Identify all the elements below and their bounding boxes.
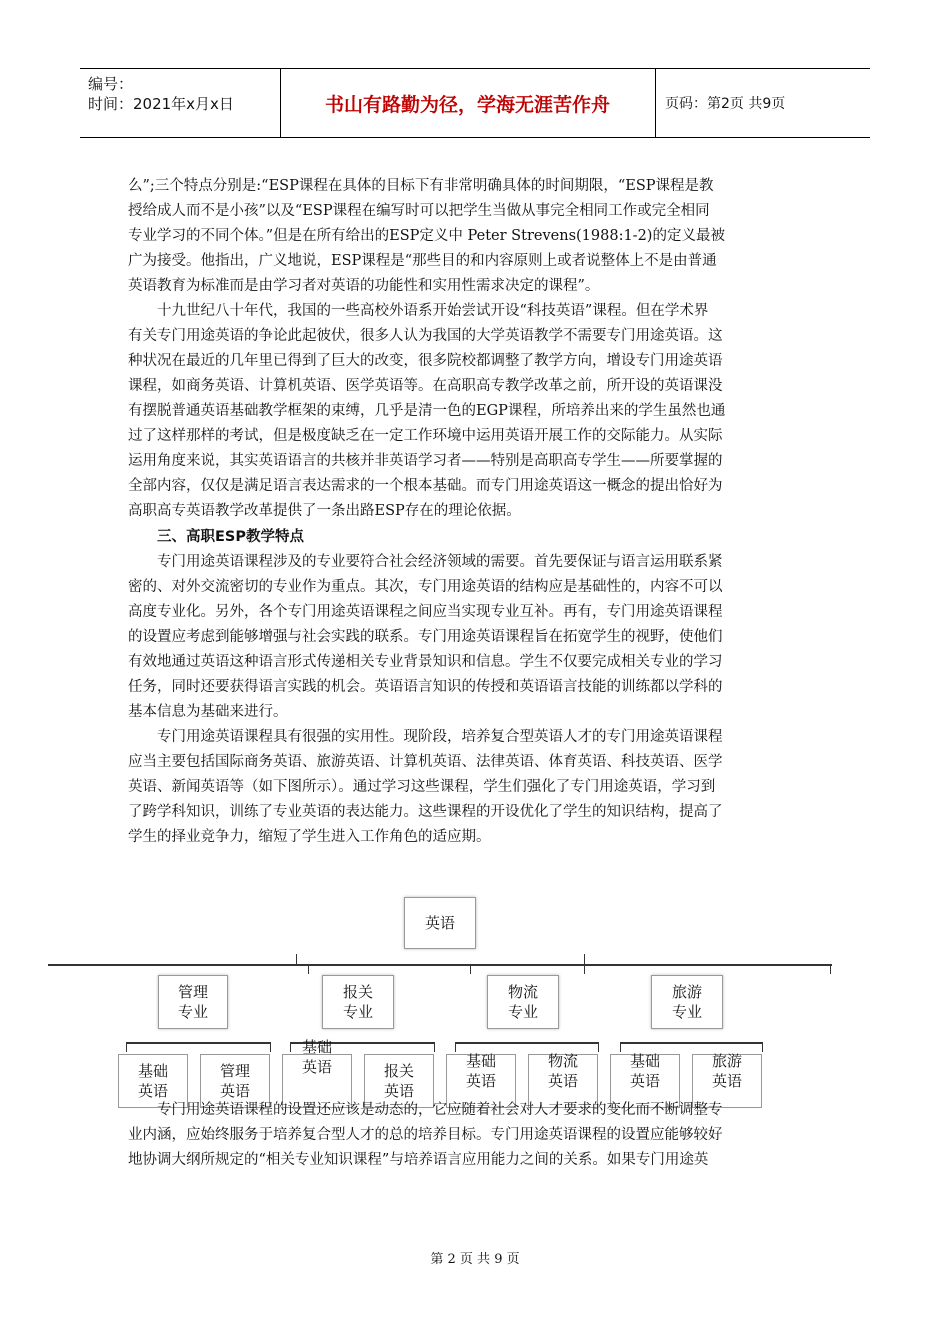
header-page-label: 页码：第2页 共9页 — [665, 96, 786, 112]
sub-tick — [598, 1042, 599, 1052]
tree-root-box — [404, 897, 476, 949]
course-label: 报关 — [383, 1062, 414, 1080]
body-line: 高职高专英语教学改革提供了一条出路ESP存在的理论依据。 — [128, 503, 521, 519]
major-label: 旅游 — [671, 983, 702, 1001]
body-line: 专门用途英语课程具有很强的实用性。现阶段，培养复合型英语人才的专门用途英语课程 — [128, 729, 723, 745]
header-meta-cell — [80, 69, 281, 137]
course-label: 基础 — [465, 1052, 496, 1070]
page-footer: 第 2 页 共 9 页 — [430, 1252, 520, 1267]
body-line: 地协调大纲所规定的“相关专业知识课程”与培养语言应用能力之间的关系。如果专门用途英 — [128, 1152, 709, 1168]
body-line: 运用角度来说，其实英语语言的共核并非英语学习者——特别是高职高专学生——所要掌握的 — [128, 453, 723, 469]
body-line: 过了这样那样的考试，但是极度缺乏在一定工作环境中运用英语开展工作的交际能力。从实际 — [128, 428, 723, 444]
sub-connector — [126, 1042, 270, 1044]
course-label: 基础 — [301, 1038, 332, 1056]
tree-main-connector — [48, 964, 832, 966]
sub-tick — [270, 1042, 271, 1052]
course-label: 物流 — [547, 1052, 578, 1070]
body-line: 任务，同时还要获得语言实践的机会。英语语言知识的传授和英语语言技能的训练都以学科的 — [128, 679, 723, 695]
course-label: 基础 — [629, 1052, 660, 1070]
body-line: 课程，如商务英语、计算机英语、医学英语等。在高职高专教学改革之前，所开设的英语课没 — [128, 378, 723, 394]
tree-tick — [308, 964, 309, 974]
body-line: 密的、对外交流密切的专业作为重点。其次，专门用途英语的结构应是基础性的，内容不可以 — [128, 579, 723, 595]
body-line: 授给成人而不是小孩”以及“ESP课程在编写时可以把学生当做从事完全相同工作或完全相同 — [128, 203, 710, 219]
major-box-tourism — [651, 975, 723, 1029]
tree-tick — [584, 954, 585, 974]
course-label: 英语 — [711, 1072, 742, 1090]
tree-tick — [296, 954, 297, 966]
course-label: 英语 — [383, 1082, 414, 1100]
section-heading: 三、高职ESP教学特点 — [128, 529, 304, 545]
course-label: 英语 — [629, 1072, 660, 1090]
course-label: 管理 — [219, 1062, 250, 1080]
major-box-management — [158, 975, 228, 1029]
page-header — [80, 68, 870, 138]
body-line: 十九世纪八十年代，我国的一些高校外语系开始尝试开设“科技英语”课程。但在学术界 — [128, 303, 709, 319]
body-line: 有摆脱普通英语基础教学框架的束缚，几乎是清一色的EGP课程，所培养出来的学生虽然也通 — [128, 403, 726, 419]
body-line: 专门用途英语课程的设置还应该是动态的，它应随着社会对人才要求的变化而不断调整专 — [128, 1102, 723, 1118]
doc-code-label: 编号： — [88, 75, 134, 93]
body-line: 学生的择业竞争力，缩短了学生进入工作角色的适应期。 — [128, 829, 491, 845]
sub-tick — [762, 1042, 763, 1052]
course-label: 基础 — [137, 1062, 168, 1080]
sub-tick — [126, 1042, 127, 1052]
tree-tick — [830, 964, 831, 974]
body-line: 英语、新闻英语等（如下图所示）。通过学习这些课程，学生们强化了专门用途英语，学习到 — [128, 779, 716, 795]
body-line: 业内涵，应始终服务于培养复合型人才的总的培养目标。专门用途英语课程的设置应能够较好 — [128, 1127, 723, 1143]
body-line: 应当主要包括国际商务英语、旅游英语、计算机英语、法律英语、体育英语、科技英语、医学 — [128, 754, 723, 770]
sub-tick — [434, 1042, 435, 1052]
body-line: 的设置应考虑到能够增强与社会实践的联系。专门用途英语课程旨在拓宽学生的视野，使他们 — [128, 629, 723, 645]
body-line: 专业学习的不同个体。”但是在所有给出的ESP定义中 Peter Strevens(1988:1-2)的定义最被 — [128, 228, 725, 244]
course-label: 英语 — [301, 1058, 332, 1076]
body-line: 种状况在最近的几年里已得到了巨大的改变，很多院校都调整了教学方向，增设专门用途英语 — [128, 353, 723, 369]
course-label: 英语 — [465, 1072, 496, 1090]
major-label: 专业 — [342, 1003, 373, 1021]
course-label: 英语 — [547, 1072, 578, 1090]
major-box-logistics — [487, 975, 559, 1029]
body-line: 全部内容，仅仅是满足语言表达需求的一个根本基础。而专门用途英语这一概念的提出恰好为 — [128, 478, 723, 494]
body-line: 英语教育为标准而是由学习者对英语的功能性和实用性需求决定的课程”。 — [128, 278, 600, 294]
body-line: 专门用途英语课程涉及的专业要符合社会经济领域的需要。首先要保证与语言运用联系紧 — [128, 554, 723, 570]
body-line: 么”;三个特点分别是:“ESP课程在具体的目标下有非常明确具体的时间期限，“ESP课程是教 — [128, 178, 714, 194]
course-label: 英语 — [219, 1082, 250, 1100]
course-label: 英语 — [137, 1082, 168, 1100]
major-label: 专业 — [671, 1003, 702, 1021]
body-line: 高度专业化。另外，各个专门用途英语课程之间应当实现专业互补。再有，专门用途英语课程 — [128, 604, 723, 620]
major-label: 报关 — [342, 983, 373, 1001]
body-line: 有关专门用途英语的争论此起彼伏，很多人认为我国的大学英语教学不需要专门用途英语。这 — [128, 328, 723, 344]
doc-time-label: 时间：2021年x月x日 — [88, 95, 234, 113]
course-label: 旅游 — [711, 1052, 742, 1070]
body-line: 了跨学科知识，训练了专业英语的表达能力。这些课程的开设优化了学生的知识结构，提高了 — [128, 804, 723, 820]
major-label: 物流 — [507, 983, 538, 1001]
body-line: 基本信息为基础来进行。 — [128, 704, 288, 720]
sub-connector — [455, 1042, 598, 1044]
tree-root-label: 英语 — [424, 914, 455, 932]
major-label: 管理 — [177, 983, 208, 1001]
major-box-customs — [322, 975, 394, 1029]
body-line: 广为接受。他指出，广义地说，ESP课程是“那些目的和内容原则上或者说整体上不是由普通 — [128, 253, 717, 269]
sub-connector — [620, 1042, 762, 1044]
major-label: 专业 — [177, 1003, 208, 1021]
major-label: 专业 — [507, 1003, 538, 1021]
tree-tick — [470, 964, 471, 974]
header-motto: 书山有路勤为径，学海无涯苦作舟 — [280, 69, 656, 137]
body-line: 有效地通过英语这种语言形式传递相关专业背景知识和信息。学生不仅要完成相关专业的学习 — [128, 654, 723, 670]
